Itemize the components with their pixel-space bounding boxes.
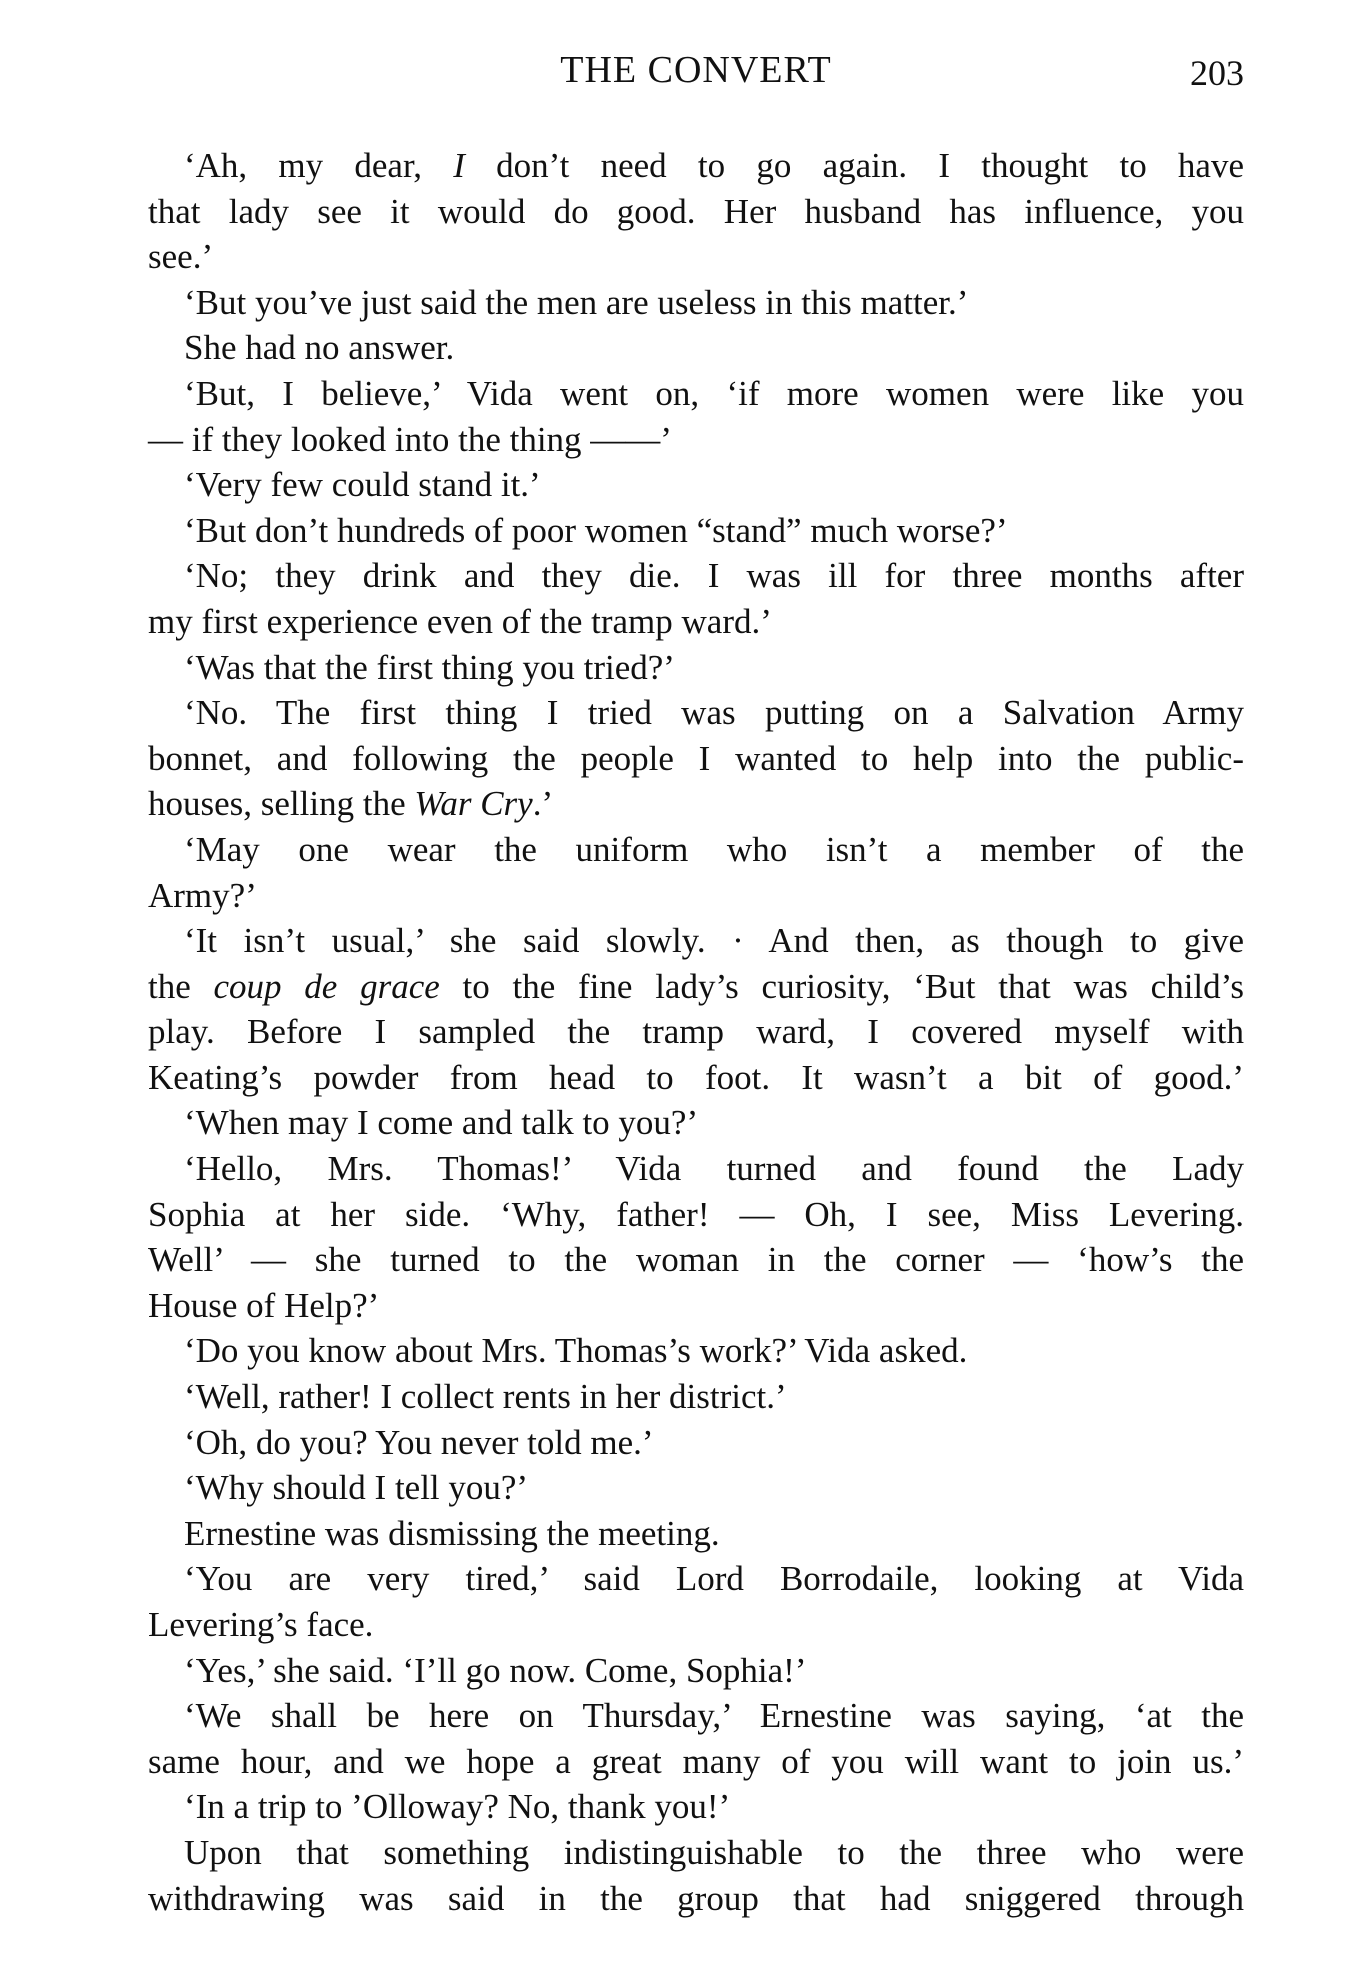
text-line: ‘May one wear the uniform who isn’t a member of the — [184, 829, 1244, 869]
text-line: ‘Yes,’ she said. ‘I’ll go now. Come, Sophia!’ — [184, 1650, 807, 1690]
text-line: ‘When may I come and talk to you?’ — [184, 1103, 699, 1143]
text-line: ‘Hello, Mrs. Thomas!’ Vida turned and found the Lady — [184, 1149, 1244, 1189]
text-line: ‘Ah, my dear, I don’t need to go again. I thought to have — [184, 146, 1244, 185]
text-line: ‘It isn’t usual,’ she said slowly. · And then, as though to give — [184, 921, 1244, 961]
text-line: Keating’s powder from head to foot. It wasn’t a bit of good.’ — [148, 1057, 1244, 1097]
italic-text: War Cry — [414, 784, 533, 824]
text-line: Ernestine was dismissing the meeting. — [184, 1513, 720, 1553]
text-line: Well’ — she turned to the woman in the corner — ‘how’s the — [148, 1240, 1244, 1280]
text-line: ‘Do you know about Mrs. Thomas’s work?’ Vida asked. — [184, 1331, 968, 1371]
running-head — [148, 48, 1244, 98]
text-line: ‘No. The first thing I tried was putting on a Salvation Army — [184, 693, 1244, 733]
text-line: House of Help?’ — [148, 1285, 380, 1325]
text-line: see.’ — [148, 237, 214, 277]
text-line: She had no answer. — [184, 328, 455, 368]
text-line: ‘Was that the first thing you tried?’ — [184, 647, 675, 687]
text-line: ‘Very few could stand it.’ — [184, 465, 541, 505]
text-line: houses, selling the War Cry.’ — [148, 784, 554, 824]
text-line: ‘We shall be here on Thursday,’ Ernestine was saying, ‘at the — [184, 1696, 1244, 1736]
text-line: — if they looked into the thing ——’ — [148, 419, 672, 459]
italic-text: coup de grace — [213, 966, 440, 1006]
text-line: ‘Why should I tell you?’ — [184, 1468, 529, 1508]
text-line: same hour, and we hope a great many of you will want to join us.’ — [148, 1741, 1244, 1781]
text-line: ‘No; they drink and they die. I was ill for three months after — [184, 556, 1244, 596]
text-line: ‘In a trip to ’Olloway? No, thank you!’ — [184, 1787, 731, 1827]
text-line: withdrawing was said in the group that had sniggered through — [148, 1878, 1244, 1918]
text-line: Levering’s face. — [148, 1605, 374, 1644]
italic-text: I — [453, 146, 465, 185]
text-line: my first experience even of the tramp ward.’ — [148, 601, 772, 641]
text-line: play. Before I sampled the tramp ward, I covered myself with — [148, 1012, 1244, 1052]
text-line: the coup de grace to the fine lady’s curiosity, ‘But that was child’s — [148, 966, 1244, 1006]
page-number: 203 — [1190, 53, 1244, 93]
text-line: ‘But, I believe,’ Vida went on, ‘if more women were like you — [184, 373, 1244, 413]
text-line: that lady see it would do good. Her husband has influence, you — [148, 191, 1244, 231]
text-line: ‘Well, rather! I collect rents in her district.’ — [184, 1377, 787, 1417]
running-title: THE CONVERT — [560, 49, 832, 91]
text-line: Sophia at her side. ‘Why, father! — Oh, I see, Miss Levering. — [148, 1194, 1244, 1234]
text-line: bonnet, and following the people I wanted to help into the public- — [148, 738, 1244, 778]
text-line: Upon that something indistinguishable to the three who were — [184, 1832, 1244, 1872]
text-line: ‘But you’ve just said the men are useless in this matter.’ — [184, 282, 969, 322]
body-text — [148, 143, 1244, 1921]
text-line: Army?’ — [148, 875, 257, 915]
text-line: ‘But don’t hundreds of poor women “stand” much worse?’ — [184, 510, 1008, 550]
text-line: ‘Oh, do you? You never told me.’ — [184, 1422, 654, 1462]
text-line: ‘You are very tired,’ said Lord Borrodaile, looking at Vida — [184, 1559, 1244, 1599]
